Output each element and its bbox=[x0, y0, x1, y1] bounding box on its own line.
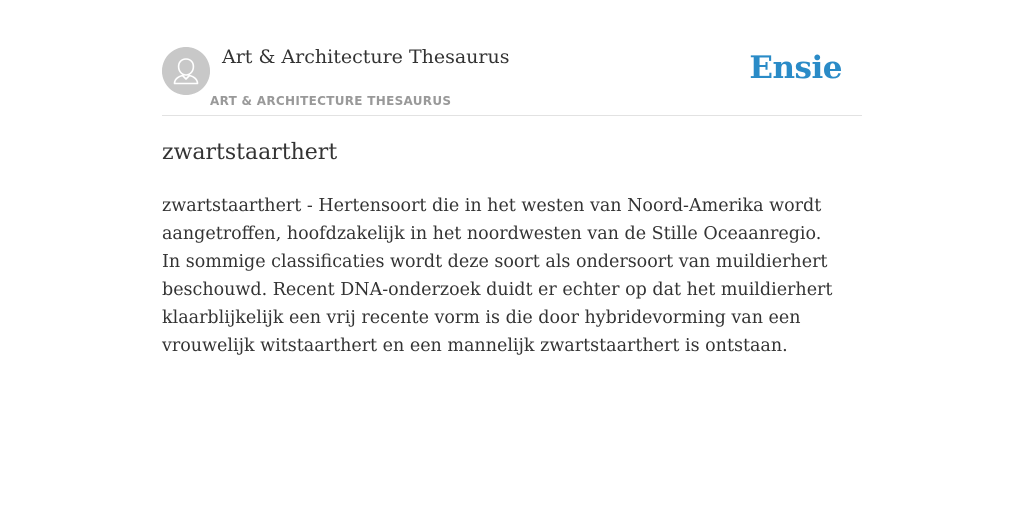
source-header bbox=[162, 0, 862, 116]
avatar[interactable] bbox=[162, 47, 210, 95]
entry-definition: zwartstaarthert - Hertensoort die in het westen van Noord-Amerika wordt aangetroffen, hoofdzakelijk in het noordwesten van de Stille Oceaanregio. In sommige classificaties wordt deze soort als ondersoort van muildierhert beschouwd. Recent DNA-onderzoek duidt er echter op dat het muildierhert klaarblijkelijk een vrij recente vorm is die door hybridevorming van een vrouwelijk witstaarthert en een mannelijk zwartstaarthert is ontstaan. bbox=[162, 196, 833, 356]
entry-term: zwartstaarthert bbox=[162, 140, 338, 165]
brand-logo[interactable]: Ensie bbox=[749, 50, 842, 86]
user-silhouette-icon bbox=[162, 47, 210, 95]
source-subtitle[interactable]: ART & ARCHITECTURE THESAURUS bbox=[210, 94, 452, 108]
source-title[interactable]: Art & Architecture Thesaurus bbox=[222, 46, 510, 68]
page-container bbox=[162, 0, 862, 356]
